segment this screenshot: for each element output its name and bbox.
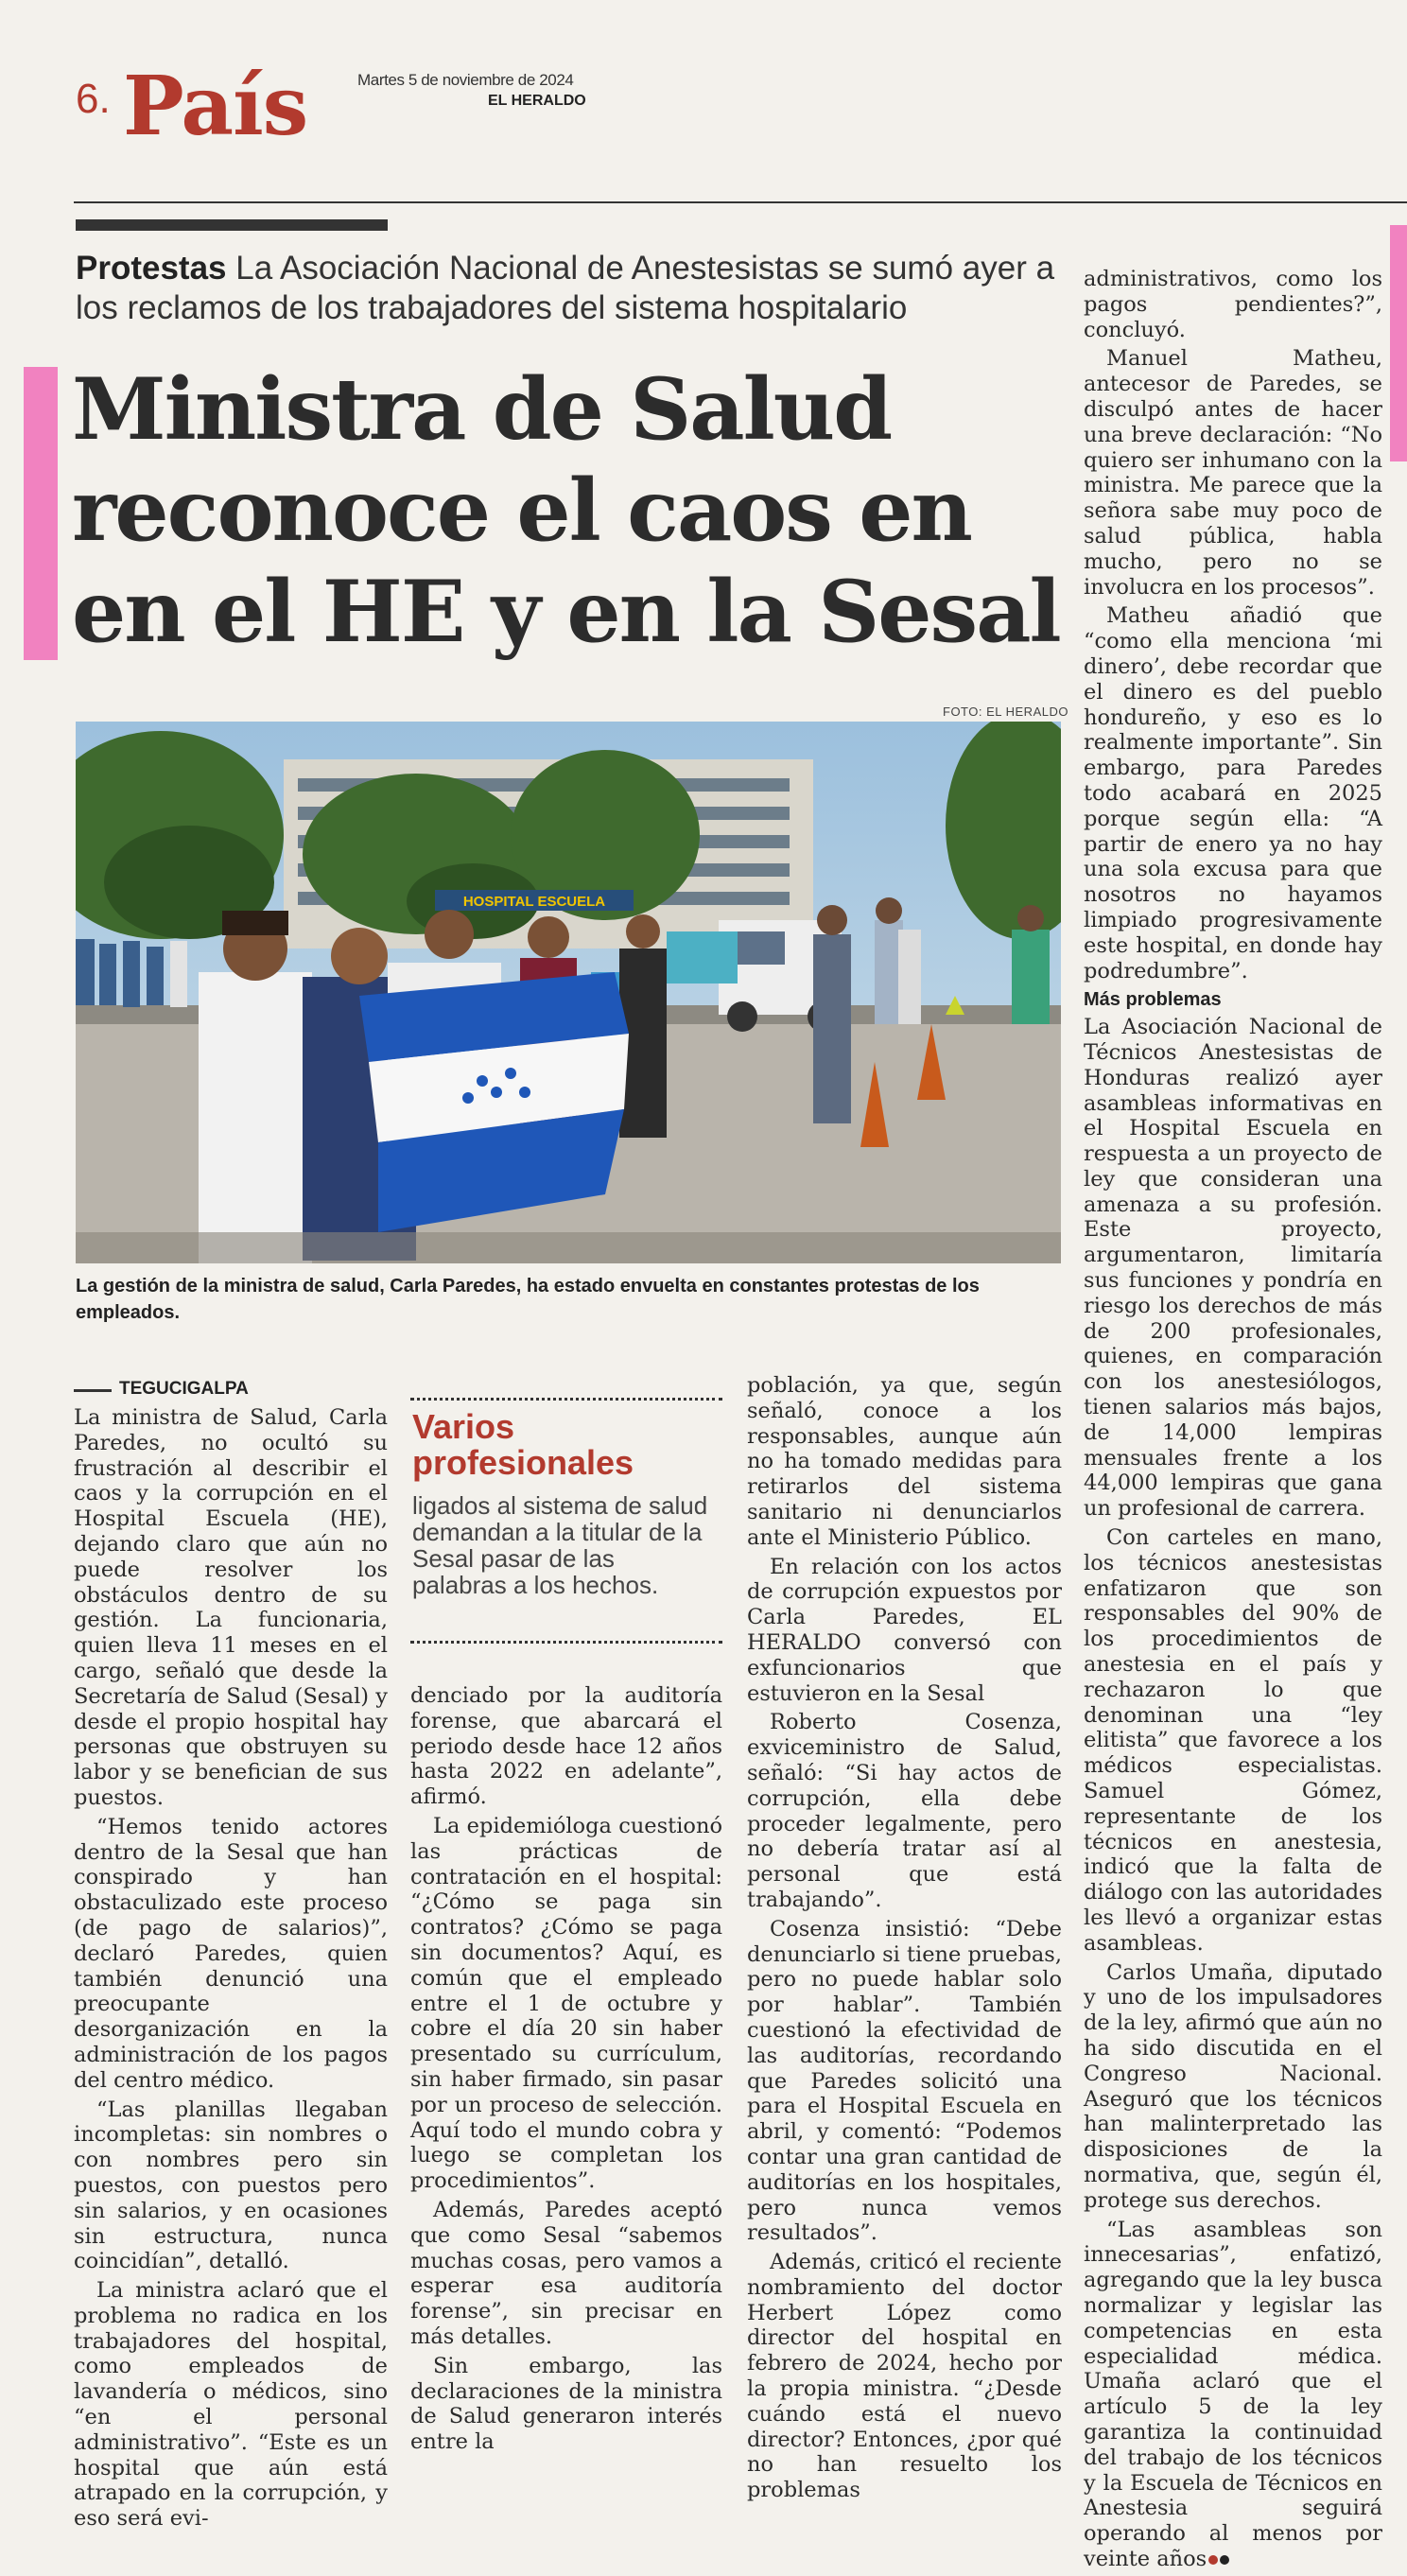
pull-quote-rule-bottom (410, 1641, 722, 1644)
paragraph: Matheu añadió que “como ella menciona ‘mi dinero’, debe recordar que el dinero es del pueblo hondureño, y eso es lo realmente importante”. Sin embargo, para Paredes todo acabará en 2025 porque según ella: “A partir de enero ya no hay una sola excusa para que nosotros no hayamos limpiado progresivamente este hospital, en donde hay podredumbre”. (1084, 603, 1382, 983)
paragraph: población, ya que, según señaló, conoce a los responsables, aunque aún no ha tomado medidas para retirarlos del sistema sanitario ni denunciarlos ante el Ministerio Público. (747, 1373, 1062, 1550)
dateline (74, 1379, 249, 1400)
protest-illustration (76, 722, 1061, 1263)
section-title: País (123, 59, 308, 154)
paragraph: La Asociación Nacional de Técnicos Anestesistas de Honduras realizó ayer asambleas informativas en el Hospital Escuela en respuesta a un proyecto de ley que consideran una amenaza a su profesión. Este proyecto, argumentaron, limitaría sus funciones y pondría en riesgo los derechos de más de 200 profesionales, quienes, en comparación con los anestesiólogos, tienen salarios más bajos, de 14,000 lempiras mensuales frente a los 44,000 lempiras que gana un profesional de carrera. (1084, 1015, 1382, 1522)
end-mark-icon (1208, 2555, 1218, 2565)
paragraph: La epidemióloga cuestionó las prácticas de contratación en el hospital: “¿Cómo se paga sin contratos? ¿Cómo se paga sin documentos? Aquí, es común que el empleado entre el 1 de octubre y cobre el día 20 sin haber presentado su currículum, sin haber firmado, sin pasar por un proceso de selección. Aquí todo el mundo cobra y luego se completan los procedimientos”. (410, 1813, 722, 2194)
headline (72, 359, 1074, 663)
article-column-2 (410, 1683, 722, 2459)
article-column-1 (74, 1405, 388, 2535)
headline-line-1: Ministra de Salud (72, 359, 892, 460)
paragraph: Con carteles en mano, los técnicos anestesistas enfatizaron que son responsables del 90% de los procedimientos de anestesia en el país y rechazaron lo que denominan una “ley elitista” que favorece a los médicos especialistas. Samuel Gómez, representante de los técnicos en anestesia, indicó que la falta de diálogo con las autoridades les llevó a organizar estas asambleas. (1084, 1525, 1382, 1956)
paragraph: “Las planillas llegaban incompletas: sin nombres o con nombres pero sin puestos, con puestos pero sin salarios, y en ocasiones sin estructura, nunca coincidían”, detalló. (74, 2097, 388, 2274)
page-number: 6. (76, 76, 111, 122)
dateline-bar (74, 1389, 112, 1392)
photo-credit: FOTO: EL HERALDO (943, 705, 1068, 719)
paragraph: Manuel Matheu, antecesor de Paredes, se disculpó antes de hacer una breve declaración: “No quiero ser inhumano con la ministra. Me parece que la señora sabe muy poco de salud pública, habla mucho, pero no se involucra en los procesos”. (1084, 346, 1382, 600)
news-photo (76, 722, 1061, 1263)
end-mark-icon (1220, 2555, 1229, 2565)
article-column-4 (1084, 267, 1382, 2576)
paragraph: La ministra de Salud, Carla Paredes, no ocultó su frustración al describir el caos y la corrupción en el Hospital Escuela (HE), dejando claro que aún no puede resolver los obstáculos dentro de su gestión. La funcionaria, quien lleva 11 meses en el cargo, señaló que desde la Secretaría de Salud (Sesal) y desde el propio hospital hay personas que obstruyen su labor y se benefician de sus puestos. (74, 1405, 388, 1810)
subhead: Más problemas (1084, 989, 1222, 1011)
article-column-3 (747, 1373, 1062, 2507)
paragraph: Además, criticó el reciente nombramiento del doctor Herbert López como director del hospital en febrero de 2024, hecho por la propia ministra. “¿Desde cuándo está el nuevo director? Entonces, ¿por qué no han resuelto los problemas (747, 2250, 1062, 2503)
header-rule (74, 201, 1407, 203)
pull-quote-title: Varios profesionales (412, 1407, 634, 1482)
issue-date: Martes 5 de noviembre de 2024 (357, 71, 574, 89)
kicker-text: La Asociación Nacional de Anestesistas se sumó ayer a los reclamos de los trabajadores del sistema hospitalario (76, 250, 1055, 326)
paragraph: En relación con los actos de corrupción expuestos por Carla Paredes, EL HERALDO conversó con exfuncionarios que estuvieron en la Sesal (747, 1554, 1062, 1706)
paragraph: Sin embargo, las declaraciones de la ministra de Salud generaron interés entre la (410, 2353, 722, 2455)
newspaper-name: EL HERALDO (488, 93, 586, 109)
highlighter-mark-left (24, 367, 58, 660)
hospital-sign: HOSPITAL ESCUELA (462, 894, 606, 910)
paragraph: Cosenza insistió: “Debe denunciarlo si tiene pruebas, pero no puede hablar solo por hablar”. También cuestionó la efectividad de las auditorías, recordando que Paredes solicitó una para el Hospital Escuela en abril, y comentó: “Podemos contar una gran cantidad de auditorías en los hospitales, pero nunca vemos resultados”. (747, 1916, 1062, 2246)
paragraph: La ministra aclaró que el problema no radica en los trabajadores del hospital, como empleados de lavandería o médicos, sino “en el personal administrativo”. “Este es un hospital que aún está atrapado en la corrupción, y eso será evi- (74, 2278, 388, 2532)
paragraph: “Hemos tenido actores dentro de la Sesal que han conspirado y han obstaculizado este proceso (de pago de salarios)”, declaró Paredes, quien también denunció una preocupante desorganización en la administración de los pagos del centro médico. (74, 1814, 388, 2093)
kicker-bar (76, 219, 388, 231)
paragraph: Carlos Umaña, diputado y uno de los impulsadores de la ley, afirmó que aún no ha sido discutida en el Congreso Nacional. Aseguró que los técnicos han malinterpretado las disposiciones de la normativa, que, según él, protege sus derechos. (1084, 1959, 1382, 2213)
dateline-text: TEGUCIGALPA (119, 1379, 249, 1399)
pull-quote-text: ligados al sistema de salud demandan a la titular de la Sesal pasar de las palabras a los hechos. (412, 1491, 708, 1599)
photo-caption: La gestión de la ministra de salud, Carla Paredes, ha estado envuelta en constantes protestas de los empleados. (76, 1276, 980, 1323)
final-paragraph-text: “Las asambleas son innecesarias”, enfatizó, agregando que la ley busca normalizar y legislar las competencias en esta especialidad médica. Umaña aclaró que el artículo 5 de la ley garantiza la continuidad del trabajo de los técnicos y la Escuela de Técnicos en Anestesia seguirá operando al menos por veinte años (1084, 2217, 1382, 2571)
highlighter-mark-right (1390, 225, 1407, 461)
paragraph-final (1084, 2218, 1382, 2572)
paragraph: Roberto Cosenza, exviceministro de Salud, señaló: “Si hay actos de corrupción, ella debe proceder legalmente, pero no debería tratar así al personal que está trabajando”. (747, 1710, 1062, 1912)
paragraph: Además, Paredes aceptó que como Sesal “sabemos muchas cosas, pero vamos a esperar esa auditoría forense”, sin precisar en más detalles. (410, 2197, 722, 2349)
kicker-label: Protestas (76, 250, 227, 287)
kicker (76, 249, 1059, 328)
paragraph: administrativos, como los pagos pendientes?”, concluyó. (1084, 267, 1382, 342)
pull-quote-rule-top (410, 1398, 722, 1401)
headline-line-2: reconoce el caos en (72, 461, 971, 561)
headline-line-3: en el HE y en la Sesal (72, 562, 1060, 662)
paragraph: denciado por la auditoría forense, que abarcará el periodo desde hace 12 años hasta 2022 en adelante”, afirmó. (410, 1683, 722, 1810)
